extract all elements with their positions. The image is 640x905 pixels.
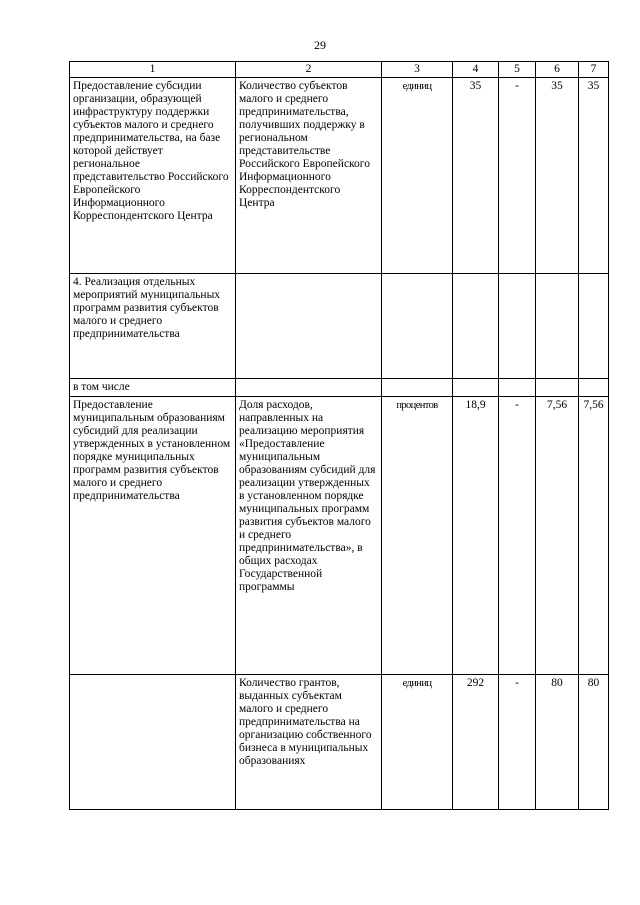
unit-cell: единиц — [382, 78, 453, 274]
value-cell: - — [499, 78, 536, 274]
value-cell: 35 — [536, 78, 579, 274]
indicator-cell — [236, 379, 382, 397]
column-header: 6 — [536, 62, 579, 78]
column-header: 4 — [453, 62, 499, 78]
unit-cell: процентов — [382, 397, 453, 675]
measure-cell: 4. Реализация отдельных мероприятий муниципальных программ развития субъектов малого и среднего предпринимательства — [70, 274, 236, 379]
page-number: 29 — [314, 38, 326, 52]
value-cell — [453, 379, 499, 397]
unit-cell — [382, 379, 453, 397]
value-cell: - — [499, 675, 536, 810]
value-cell: 7,56 — [536, 397, 579, 675]
indicator-cell: Количество субъектов малого и среднего предпринимательства, получивших поддержку в региональном представительстве Российского Европейского Информационного Корреспондентского Центра — [236, 78, 382, 274]
measure-cell: в том числе — [70, 379, 236, 397]
value-cell: 80 — [536, 675, 579, 810]
value-cell: 7,56 — [579, 397, 609, 675]
value-cell — [499, 274, 536, 379]
measure-cell: Предоставление субсидии организации, образующей инфраструктуру поддержки субъектов малого и среднего предпринимательства, на базе которой действует региональное представительство Российского Европейского Информационного Корреспондентского Центра — [70, 78, 236, 274]
column-header: 3 — [382, 62, 453, 78]
value-cell: 35 — [453, 78, 499, 274]
table-row — [70, 274, 609, 379]
value-cell — [536, 379, 579, 397]
measure-cell — [70, 675, 236, 810]
indicator-cell: Доля расходов, направленных на реализацию мероприятия «Предоставление муниципальным образованиям субсидий для реализации утвержденных в установленном порядке муниципальных программ развития субъектов малого и среднего предпринимательства», в общих расходах Государственной программы — [236, 397, 382, 675]
value-cell — [453, 274, 499, 379]
unit-cell — [382, 274, 453, 379]
value-cell — [579, 379, 609, 397]
table-header-row — [70, 62, 609, 78]
column-header: 2 — [236, 62, 382, 78]
measure-cell: Предоставление муниципальным образованиям субсидий для реализации утвержденных в установленном порядке муниципальных программ развития субъектов малого и среднего предпринимательства — [70, 397, 236, 675]
unit-cell: единиц — [382, 675, 453, 810]
indicators-table — [69, 61, 609, 810]
column-header: 1 — [70, 62, 236, 78]
indicator-cell — [236, 274, 382, 379]
column-header: 7 — [579, 62, 609, 78]
table-row — [70, 675, 609, 810]
value-cell: 18,9 — [453, 397, 499, 675]
value-cell: 292 — [453, 675, 499, 810]
column-header: 5 — [499, 62, 536, 78]
value-cell — [579, 274, 609, 379]
indicator-cell: Количество грантов, выданных субъектам малого и среднего предпринимательства на организацию собственного бизнеса в муниципальных образованиях — [236, 675, 382, 810]
table-row — [70, 379, 609, 397]
value-cell: 35 — [579, 78, 609, 274]
value-cell: - — [499, 397, 536, 675]
value-cell — [536, 274, 579, 379]
table-row — [70, 397, 609, 675]
value-cell: 80 — [579, 675, 609, 810]
value-cell — [499, 379, 536, 397]
table-row — [70, 78, 609, 274]
